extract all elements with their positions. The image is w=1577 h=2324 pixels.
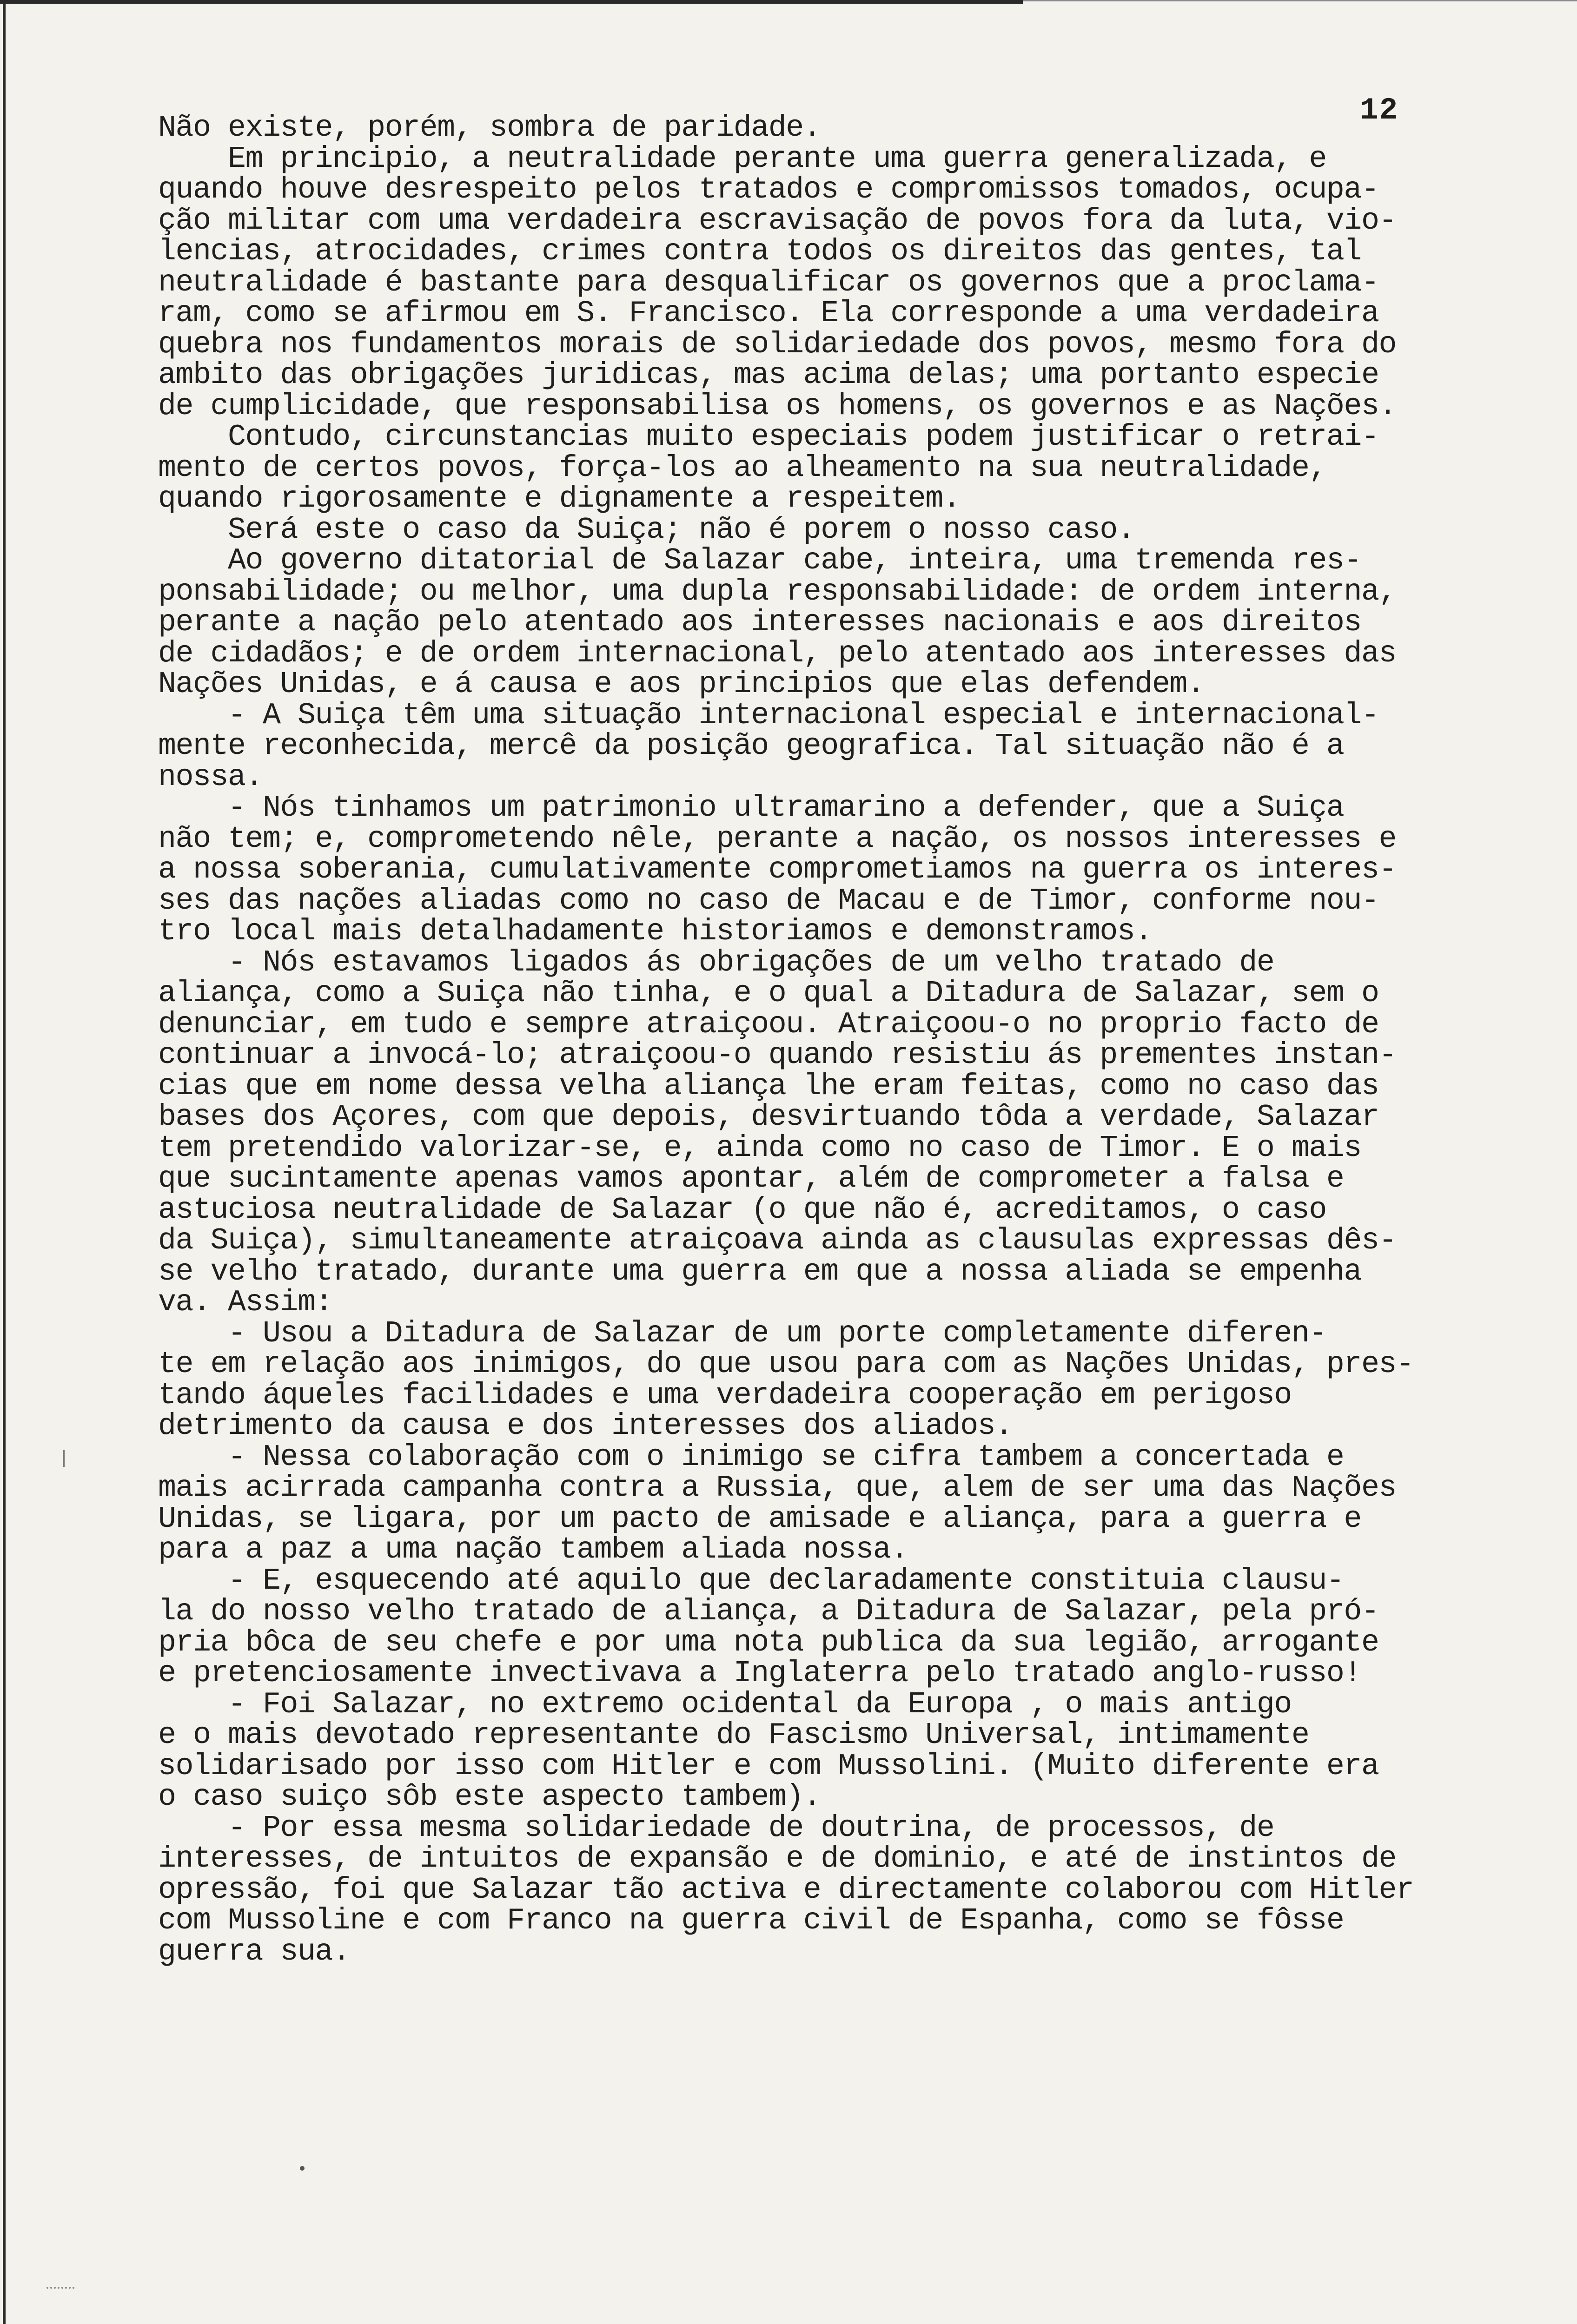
text-line: guerra sua.: [158, 1934, 350, 1969]
text-line: va. Assim:: [158, 1285, 333, 1320]
stray-mark: [300, 2166, 305, 2171]
text-line: pria bôca de seu chefe e por uma nota publica da sua legião, arrogante: [158, 1625, 1379, 1660]
text-line: solidarisado por isso com Hitler e com Mussolini. (Muito diferente era: [158, 1749, 1379, 1783]
text-line: Unidas, se ligara, por um pacto de amisade e aliança, para a guerra e: [158, 1501, 1361, 1536]
stray-mark: [63, 1450, 65, 1467]
text-line: se velho tratado, durante uma guerra em que a nossa aliada se empenha: [158, 1254, 1361, 1289]
text-line: - Por essa mesma solidariedade de doutrina, de processos, de: [158, 1810, 1274, 1845]
document-body: [158, 112, 1497, 1967]
text-line: tando áqueles facilidades e uma verdadeira cooperação em perigoso: [158, 1378, 1292, 1413]
text-line: Ao governo ditatorial de Salazar cabe, inteira, uma tremenda res-: [158, 543, 1361, 578]
text-line: tem pretendido valorizar-se, e, ainda como no caso de Timor. E o mais: [158, 1130, 1361, 1165]
text-line: ção militar com uma verdadeira escravisação de povos fora da luta, vio-: [158, 203, 1396, 238]
text-line: tro local mais detalhadamente historiamos e demonstramos.: [158, 914, 1152, 949]
text-line: bases dos Açores, com que depois, desvirtuando tôda a verdade, Salazar: [158, 1100, 1379, 1134]
text-line: o caso suiço sôb este aspecto tambem).: [158, 1780, 821, 1814]
text-line: mente reconhecida, mercê da posição geografica. Tal situação não é a: [158, 729, 1344, 763]
text-line: opressão, foi que Salazar tão activa e directamente colaborou com Hitler: [158, 1872, 1414, 1907]
text-line: a nossa soberania, cumulativamente comprometiamos na guerra os interes-: [158, 852, 1396, 887]
text-line: neutralidade é bastante para desqualificar os governos que a proclama-: [158, 265, 1379, 300]
text-line: quando houve desrespeito pelos tratados e compromissos tomados, ocupa-: [158, 172, 1379, 207]
text-line: Será este o caso da Suiça; não é porem o nosso caso.: [158, 512, 1135, 547]
text-line: Nações Unidas, e á causa e aos principios que elas defendem.: [158, 667, 1205, 701]
text-line: lencias, atrocidades, crimes contra todos os direitos das gentes, tal: [158, 234, 1361, 269]
text-line: perante a nação pelo atentado aos interesses nacionais e aos direitos: [158, 605, 1361, 640]
text-line: la do nosso velho tratado de aliança, a Ditadura de Salazar, pela pró-: [158, 1594, 1379, 1629]
stray-mark: [46, 2287, 74, 2291]
text-line: te em relação aos inimigos, do que usou para com as Nações Unidas, pres-: [158, 1347, 1414, 1381]
text-line: detrimento da causa e dos interesses dos aliados.: [158, 1409, 1013, 1443]
text-line: - E, esquecendo até aquilo que declaradamente constituia clausu-: [158, 1563, 1344, 1598]
text-line: de cidadãos; e de ordem internacional, pelo atentado aos interesses das: [158, 636, 1396, 671]
text-line: com Mussoline e com Franco na guerra civil de Espanha, como se fôsse: [158, 1903, 1344, 1938]
text-line: - Usou a Ditadura de Salazar de um porte completamente diferen-: [158, 1316, 1326, 1351]
text-line: ses das nações aliadas como no caso de Macau e de Timor, conforme nou-: [158, 883, 1379, 918]
text-line: ram, como se afirmou em S. Francisco. Ela corresponde a uma verdadeira: [158, 296, 1379, 330]
text-line: ponsabilidade; ou melhor, uma dupla responsabilidade: de ordem interna,: [158, 574, 1396, 609]
text-line: - Nós estavamos ligados ás obrigações de um velho tratado de: [158, 945, 1274, 980]
text-line: de cumplicidade, que responsabilisa os homens, os governos e as Nações.: [158, 389, 1396, 423]
text-line: nossa.: [158, 759, 263, 794]
text-line: Contudo, circunstancias muito especiais podem justificar o retrai-: [158, 420, 1379, 454]
top-edge-rule: [0, 0, 1023, 4]
text-line: mento de certos povos, força-los ao alheamento na sua neutralidade,: [158, 450, 1326, 485]
text-line: quebra nos fundamentos morais de solidariedade dos povos, mesmo fora do: [158, 327, 1396, 362]
text-line: e pretenciosamente invectivava a Inglaterra pelo tratado anglo-russo!: [158, 1656, 1361, 1690]
text-line: Em principio, a neutralidade perante uma guerra generalizada, e: [158, 141, 1326, 176]
text-line: da Suiça), simultaneamente atraiçoava ainda as clausulas expressas dês-: [158, 1223, 1396, 1258]
text-line: quando rigorosamente e dignamente a respeitem.: [158, 482, 961, 516]
text-line: não tem; e, comprometendo nêle, perante a nação, os nossos interesses e: [158, 821, 1396, 856]
text-line: e o mais devotado representante do Fascismo Universal, intimamente: [158, 1718, 1309, 1752]
text-line: interesses, de intuitos de expansão e de dominio, e até de instintos de: [158, 1842, 1396, 1876]
text-line: cias que em nome dessa velha aliança lhe eram feitas, como no caso das: [158, 1069, 1379, 1103]
text-line: astuciosa neutralidade de Salazar (o que não é, acreditamos, o caso: [158, 1192, 1326, 1227]
top-edge-rule-faint: [1023, 0, 1577, 1]
left-edge-rule: [3, 0, 6, 2324]
text-line: - Nessa colaboração com o inimigo se cifra tambem a concertada e: [158, 1439, 1344, 1474]
text-line: - A Suiça têm uma situação internacional especial e internacional-: [158, 698, 1379, 733]
text-line: Não existe, porém, sombra de paridade.: [158, 111, 821, 145]
text-line: denunciar, em tudo e sempre atraiçoou. Atraiçoou-o no proprio facto de: [158, 1007, 1379, 1042]
text-line: aliança, como a Suiça não tinha, e o qual a Ditadura de Salazar, sem o: [158, 976, 1379, 1010]
text-line: - Nós tinhamos um patrimonio ultramarino a defender, que a Suiça: [158, 791, 1344, 825]
text-line: mais acirrada campanha contra a Russia, que, alem de ser uma das Nações: [158, 1471, 1396, 1505]
page-number: 12: [1360, 93, 1399, 128]
text-line: para a paz a uma nação tambem aliada nossa.: [158, 1532, 908, 1567]
text-line: que sucintamente apenas vamos apontar, além de comprometer a falsa e: [158, 1162, 1344, 1196]
text-line: continuar a invocá-lo; atraiçoou-o quando resistiu ás prementes instan-: [158, 1038, 1396, 1072]
text-line: - Foi Salazar, no extremo ocidental da Europa , o mais antigo: [158, 1687, 1292, 1722]
text-line: ambito das obrigações juridicas, mas acima delas; uma portanto especie: [158, 358, 1379, 392]
